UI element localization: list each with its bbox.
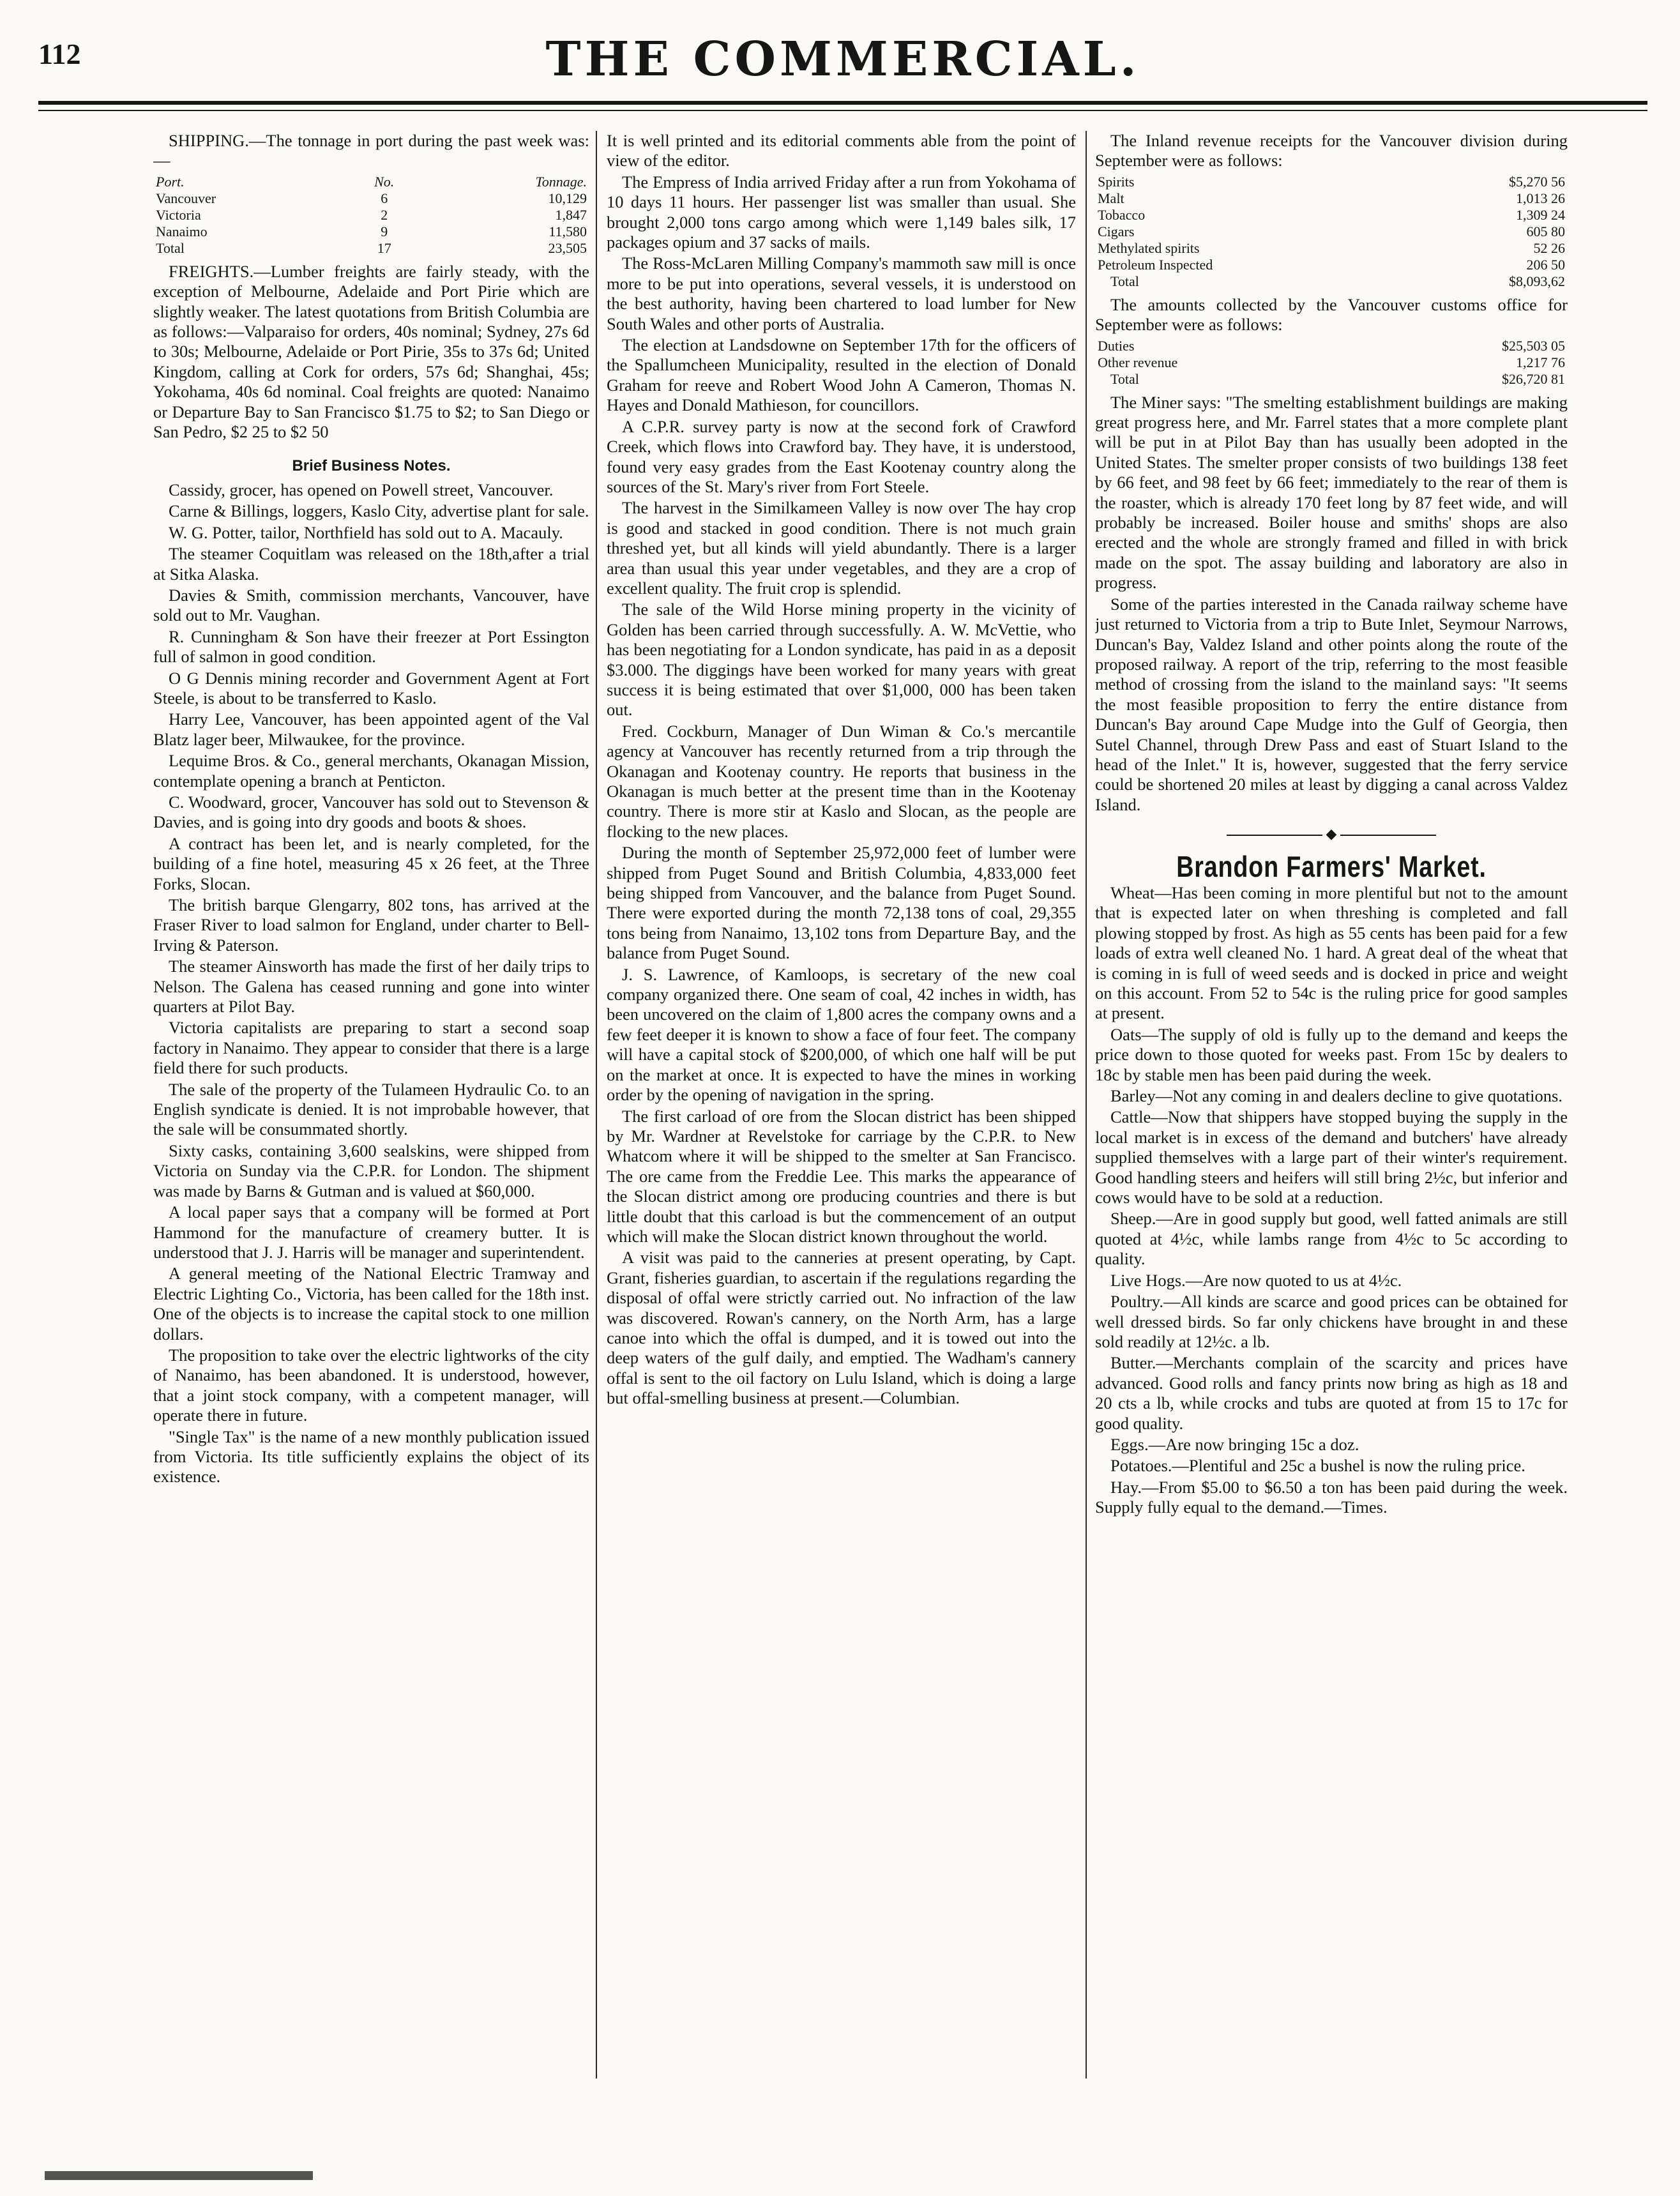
- market-paragraph: Hay.—From $5.00 to $6.50 a ton has been paid during the week. Supply fully equal to the demand.—Times.: [1095, 1477, 1568, 1517]
- note-paragraph: A general meeting of the National Electric Tramway and Electric Lighting Co., Victoria, has been called for the 18th inst. One of the objects is to increase the capital stock to one million dollars.: [153, 1264, 589, 1344]
- table-row: [153, 207, 589, 223]
- market-paragraph: Eggs.—Are now bringing 15c a doz.: [1110, 1434, 1359, 1454]
- table-row: [1095, 257, 1568, 273]
- table-row: [1095, 174, 1568, 190]
- note-paragraph: The steamer Coquitlam was released on the 18th,after a trial at Sitka Alaska.: [153, 544, 589, 584]
- note-paragraph: A local paper says that a company will be formed at Port Hammond for the manufacture of creamery butter. It is understood that J. J. Harris will be manager and superintendent.: [153, 1202, 589, 1262]
- revenue-table: [1095, 174, 1568, 290]
- header-rule-thick: [38, 101, 1647, 105]
- market-paragraph: Barley—Not any coming in and dealers decline to give quotations.: [1110, 1086, 1563, 1106]
- table-cell: 2: [381, 206, 388, 223]
- article-paragraph: A C.P.R. survey party is now at the second fork of Crawford Creek, which flows into Crawford bay. They have, it is understood, found very easy grades from the East Kootenay country along the sources of the St. Mary's river from Fort Steele.: [607, 416, 1076, 496]
- table-cell: Victoria: [156, 206, 201, 223]
- print-smudge: [45, 2171, 313, 2180]
- ornament-divider: ◆: [1095, 824, 1568, 844]
- column-divider: [596, 131, 597, 2079]
- table-row: [1095, 223, 1568, 240]
- article-paragraph: Fred. Cockburn, Manager of Dun Wiman & Co.'s mercantile agency at Vancouver has recently returned from a trip through the Okanagan and Kootenay country. He reports that business in the Okanagan is much better at the present time than in the Kootenay country. There is more stir at Kaslo and Slocan, as the people are flocking to the new places.: [607, 721, 1076, 841]
- table-cell: 605 80: [1526, 223, 1565, 239]
- table-row: [1095, 240, 1568, 257]
- table-header: No.: [374, 173, 395, 190]
- table-row: [1095, 207, 1568, 223]
- market-paragraph: Butter.—Merchants complain of the scarcity and prices have advanced. Good rolls and fancy prints now bring as high as 18 and 20 cts a lb, while crocks and tubs are quoted at from 15 to 17c for good quality.: [1095, 1353, 1568, 1433]
- table-row: [1095, 338, 1568, 354]
- page-header: [38, 32, 1647, 120]
- market-heading: Brandon Farmers' Market.: [1176, 849, 1487, 883]
- table-cell: 52 26: [1533, 239, 1565, 256]
- column-1: [153, 131, 589, 2098]
- customs-intro: The amounts collected by the Vancouver customs office for September were as follows:: [1095, 294, 1568, 335]
- table-cell: $26,720 81: [1502, 370, 1565, 387]
- shipping-table: [153, 174, 589, 257]
- article-paragraph: Some of the parties interested in the Canada railway scheme have just returned to Victoria from a trip to Bute Inlet, Seymour Narrows, Duncan's Bay, Valdez Island and other points along the route of the proposed railway. A report of the trip, referring to the most feasible method of crossing from the island to the mainland says: "It seems the most feasible proposition to ferry the entire distance from Duncan's Bay around Cape Mudge into the Gulf of Georgia, then Sutel Channel, through Drew Pass and east of Stuart Island to the head of the Inlet." It is, however, suggested that the ferry service could be shortened 20 miles at least by digging a canal across Valdez Island.: [1095, 594, 1568, 814]
- table-cell: Tobacco: [1098, 206, 1146, 223]
- table-row: [153, 190, 589, 207]
- market-paragraph: Wheat—Has been coming in more plentiful but not to the amount that is expected later on when threshing is completed and fall plowing stopped by frost. As high as 55 cents has been paid for a few loads of extra well cleaned No. 1 hard. A great deal of the wheat that is coming in is full of weed seeds and is docked in price and weight on this account. From 52 to 54c is the ruling price for good samples at present.: [1095, 882, 1568, 1023]
- note-paragraph: C. Woodward, grocer, Vancouver has sold out to Stevenson & Davies, and is going into dry goods and boots & shoes.: [153, 792, 589, 832]
- market-paragraph: Potatoes.—Plentiful and 25c a bushel is now the ruling price.: [1110, 1456, 1525, 1476]
- table-cell: Cigars: [1098, 223, 1135, 239]
- table-cell: 1,217 76: [1516, 354, 1565, 370]
- article-paragraph: During the month of September 25,972,000 feet of lumber were shipped from Puget Sound and British Columbia, 4,833,000 feet being shipped from Vancouver, and the balance from Puget Sound. There were exported during the month 72,138 tons of coal, 29,355 tons being from Nanaimo, 13,102 tons from Departure Bay, and the balance from Puget Sound.: [607, 843, 1076, 963]
- table-cell: 1,013 26: [1516, 190, 1565, 206]
- table-cell: 9: [381, 223, 388, 239]
- note-paragraph: Carne & Billings, loggers, Kaslo City, advertise plant for sale.: [169, 501, 589, 521]
- market-paragraph: Oats—The supply of old is fully up to the demand and keeps the price down to those quoted for weeks past. From 15c by dealers to 18c by stable men has been paid during the week.: [1095, 1024, 1568, 1084]
- table-cell: 11,580: [549, 223, 587, 239]
- note-paragraph: The sale of the property of the Tulameen Hydraulic Co. to an English syndicate is denied. It is not improbable however, that the sale will be consummated shortly.: [153, 1079, 589, 1139]
- article-paragraph: FREIGHTS.—Lumber freights are fairly steady, with the exception of Melbourne, Adelaide and Port Pirie which are slightly weaker. The latest quotations from British Columbia are as follows:—Valparaiso for orders, 40s nominal; Sydney, 27s 6d to 30s; Melbourne, Adelaide or Port Pirie, 35s to 37s 6d; United Kingdom, calling at Cork for orders, 57s 6d; Shanghai, 45s; Yokohama, 40s 6d nominal. Coal freights are quoted: Nanaimo or Departure Bay to San Francisco $1.75 to $2; to San Diego or San Pedro, $2 25 to $2 50: [153, 261, 589, 442]
- column-3: [1095, 131, 1568, 2098]
- article-paragraph: The Miner says: "The smelting establishment buildings are making great progress here, and Mr. Farrel states that a more complete plant will be put in at Pilot Bay than has usually been adopted in the United States. The smelter proper consists of two buildings 138 feet by 66 feet, and 98 feet by 66 feet; immediately to the rear of them is the roaster, which is already 170 feet long by 87 feet wide, and will probably be increased. Boiler house and smiths' shops are also erected and the whole are strongly framed and filled in with brick made on the spot. The assay building and laboratory are also in progress.: [1095, 392, 1568, 593]
- table-cell: 17: [377, 239, 391, 256]
- table-row: [1095, 354, 1568, 371]
- table-cell: Total: [156, 239, 185, 256]
- note-paragraph: A contract has been let, and is nearly completed, for the building of a fine hotel, measuring 45 x 26 feet, at the Three Forks, Slocan.: [153, 833, 589, 893]
- note-paragraph: Davies & Smith, commission merchants, Vancouver, have sold out to Mr. Vaughan.: [153, 585, 589, 625]
- table-header-row: [153, 174, 589, 190]
- table-cell: Malt: [1098, 190, 1124, 206]
- table-total-row: [1095, 273, 1568, 290]
- note-paragraph: The british barque Glengarry, 802 tons, has arrived at the Fraser River to load salmon for England, under charter to Bell-Irving & Paterson.: [153, 895, 589, 955]
- table-cell: 10,129: [548, 190, 587, 206]
- table-cell: Petroleum Inspected: [1098, 256, 1213, 273]
- market-paragraph: Cattle—Now that shippers have stopped buying the supply in the local market is in excess of the demand and butchers' have already supplied themselves with a large part of their winter's requirement. Good handling steers and heifers will still bring 2½c, but inferior and cows would have to be sold at a reduction.: [1095, 1107, 1568, 1208]
- section-heading: Brief Business Notes.: [292, 457, 451, 475]
- table-cell: 23,505: [548, 239, 587, 256]
- table-cell: Total: [1110, 273, 1139, 289]
- article-paragraph: The Empress of India arrived Friday after a run from Yokohama of 10 days 11 hours. Her passenger list was smaller than usual. She brought 2,000 tons cargo among which were 1,149 bales silk, 17 packages opium and 37 sacks of mails.: [607, 172, 1076, 252]
- market-paragraph: Live Hogs.—Are now quoted to us at 4½c.: [1110, 1270, 1402, 1290]
- table-header: Port.: [156, 173, 185, 190]
- table-row: [1095, 190, 1568, 207]
- article-paragraph: The sale of the Wild Horse mining property in the vicinity of Golden has been carried through successfully. A. W. McVettie, who has been negotiating for a London syndicate, has paid in as a deposit $3.000. The diggings have been worked for many years with great success it is being estimated that over $1,000, 000 has been taken out.: [607, 600, 1076, 720]
- table-cell: Nanaimo: [156, 223, 208, 239]
- table-cell: 6: [381, 190, 388, 206]
- table-cell: $25,503 05: [1502, 337, 1565, 354]
- table-cell: Vancouver: [156, 190, 216, 206]
- table-cell: Other revenue: [1098, 354, 1178, 370]
- note-paragraph: Lequime Bros. & Co., general merchants, Okanagan Mission, contemplate opening a branch at Penticton.: [153, 751, 589, 791]
- table-header: Tonnage.: [535, 173, 587, 190]
- table-cell: Spirits: [1098, 173, 1135, 190]
- market-paragraph: Sheep.—Are in good supply but good, well fatted animals are still quoted at 4½c, while lambs range from 4½c to 5c according to quality.: [1095, 1209, 1568, 1269]
- customs-table: [1095, 338, 1568, 388]
- note-paragraph: Sixty casks, containing 3,600 sealskins, were shipped from Victoria on Sunday via the C.P.R. for London. The shipment was made by Barns & Gutman and is valued at $60,000.: [153, 1140, 589, 1200]
- table-cell: Total: [1110, 370, 1139, 387]
- page-number: 112: [38, 38, 81, 70]
- note-paragraph: The steamer Ainsworth has made the first of her daily trips to Nelson. The Galena has ceased running and gone into winter quarters at Pilot Bay.: [153, 957, 589, 1017]
- table-cell: Duties: [1098, 337, 1135, 354]
- table-cell: $8,093,62: [1509, 273, 1565, 289]
- article-paragraph: It is well printed and its editorial comments able from the point of view of the editor.: [607, 131, 1076, 170]
- table-row: [153, 223, 589, 240]
- column-2: [607, 131, 1076, 2098]
- article-paragraph: A visit was paid to the canneries at present operating, by Capt. Grant, fisheries guardian, to ascertain if the regulations regarding the disposal of offal were strictly carried out. No infraction of the law was discovered. Rowan's cannery, on the North Arm, has a large canoe into which the offal is dumped, and it is towed out into the deep waters of the gulf daily, and emptied. The Wadham's cannery offal is sent to the oil factory on Lulu Island, which is doing a large but offal-smelling business at present.—Columbian.: [607, 1248, 1076, 1408]
- note-paragraph: Cassidy, grocer, has opened on Powell street, Vancouver.: [169, 480, 554, 499]
- header-rule-thin: [38, 110, 1647, 111]
- note-paragraph: O G Dennis mining recorder and Government Agent at Fort Steele, is about to be transferred to Kaslo.: [153, 668, 589, 708]
- masthead-title: THE COMMERCIAL.: [545, 32, 1140, 87]
- article-paragraph: J. S. Lawrence, of Kamloops, is secretary of the new coal company organized there. One seam of coal, 42 inches in width, has been uncovered on the claim of 1,800 acres the company owns and a few feet deeper it is known to show a face of four feet. The company will have a capital stock of $200,000, of which one half will be put on the market at once. It is expected to have the mines in working order by the opening of navigation in the spring.: [607, 964, 1076, 1105]
- table-cell: 1,309 24: [1516, 206, 1565, 223]
- article-paragraph: The harvest in the Similkameen Valley is now over The hay crop is good and stacked in good condition. There is not much grain threshed yet, but all kinds will yield abundantly. There is a larger area than usual this year under vegetables, and they are a crop of excellent quality. The fruit crop is splendid.: [607, 498, 1076, 598]
- note-paragraph: R. Cunningham & Son have their freezer at Port Essington full of salmon in good condition.: [153, 626, 589, 667]
- column-divider: [1086, 131, 1087, 2079]
- article-paragraph: The election at Landsdowne on September 17th for the officers of the Spallumcheen Municipality, resulted in the election of Donald Graham for reeve and Robert Wood John A Cameron, Thomas N. Hayes and Donald Mathieson, for councillors.: [607, 335, 1076, 415]
- article-paragraph: The Ross-McLaren Milling Company's mammoth saw mill is once more to be put into operations, several vessels, it is understood on the best authority, having been chartered to load lumber for New South Wales and other ports of Australia.: [607, 254, 1076, 333]
- table-total-row: [153, 240, 589, 257]
- note-paragraph: The proposition to take over the electric lightworks of the city of Nanaimo, has been abandoned. It is understood, however, that a joint stock company, with a competent manager, will operate there in future.: [153, 1345, 589, 1425]
- table-cell: Methylated spirits: [1098, 239, 1200, 256]
- note-paragraph: Harry Lee, Vancouver, has been appointed agent of the Val Blatz lager beer, Milwaukee, for the province.: [153, 709, 589, 749]
- revenue-intro: The Inland revenue receipts for the Vancouver division during September were as follows:: [1095, 131, 1568, 170]
- table-cell: 1,847: [555, 206, 587, 223]
- market-paragraph: Poultry.—All kinds are scarce and good prices can be obtained for well dressed birds. So far only chickens have brought in and these sold readily at 12½c. a lb.: [1095, 1292, 1568, 1351]
- table-cell: $5,270 56: [1509, 173, 1565, 190]
- table-total-row: [1095, 371, 1568, 388]
- article-paragraph: The first carload of ore from the Slocan district has been shipped by Mr. Wardner at Revelstoke for carriage by the C.P.R. to New Whatcom where it will be shipped to the smelter at San Francisco. The ore came from the Freddie Lee. This marks the appearance of the Slocan district among ore producing countries and there is but little doubt that this carload is but the commencement of an output which will make the Slocan district known throughout the world.: [607, 1106, 1076, 1246]
- table-cell: 206 50: [1526, 256, 1565, 273]
- note-paragraph: Victoria capitalists are preparing to start a second soap factory in Nanaimo. They appear to consider that there is a large field there for such products.: [153, 1018, 589, 1078]
- note-paragraph: "Single Tax" is the name of a new monthly publication issued from Victoria. Its title sufficiently explains the object of its existence.: [153, 1427, 589, 1487]
- note-paragraph: W. G. Potter, tailor, Northfield has sold out to A. Macauly.: [169, 522, 563, 542]
- shipping-intro: SHIPPING.—The tonnage in port during the past week was:—: [153, 131, 589, 170]
